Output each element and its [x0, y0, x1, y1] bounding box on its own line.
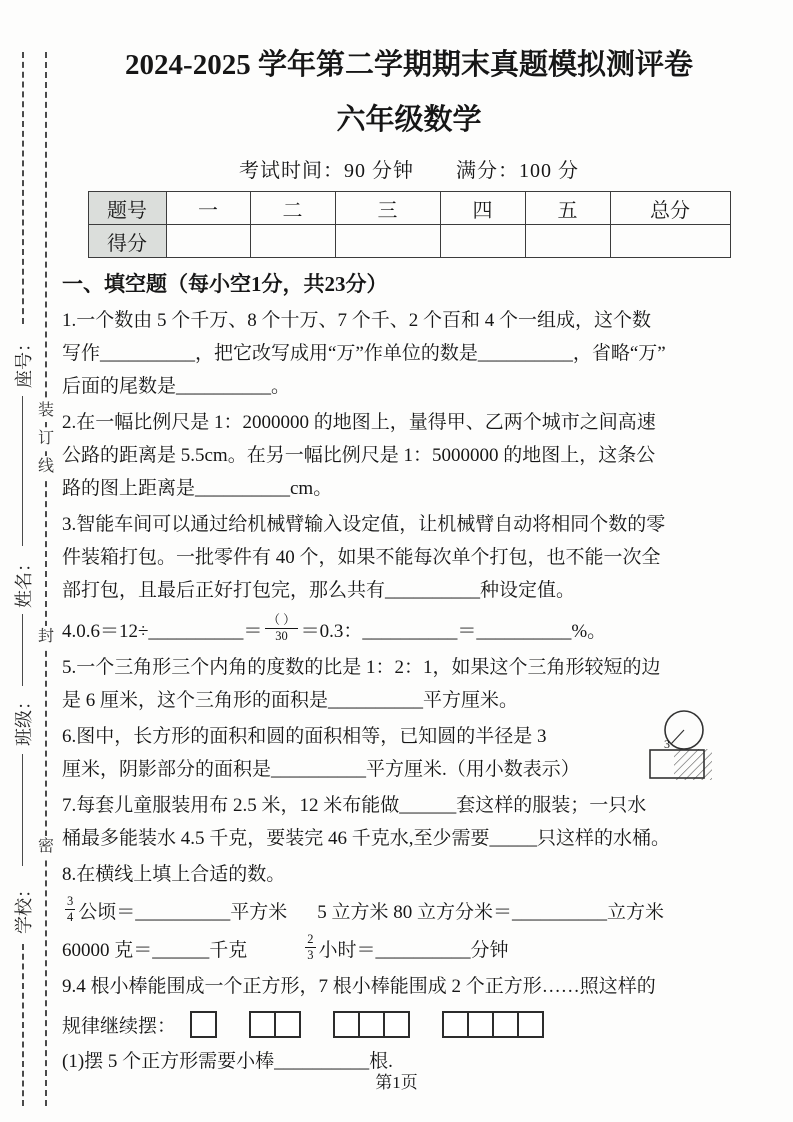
fraction-blank-over-30: [265, 613, 297, 643]
question-6-figure: [646, 708, 734, 793]
stick-square: [442, 1011, 469, 1038]
question-9: [62, 970, 756, 1078]
score-table-col: 一: [166, 192, 250, 225]
score-cell-blank: [166, 225, 250, 258]
seat-number-label: 座号：: [14, 334, 34, 388]
fraction-numerator: 2: [307, 932, 314, 947]
binding-char-ding: 订: [35, 428, 57, 450]
exam-title: 2024-2025 学年第二学期期末真题模拟测评卷: [125, 49, 693, 81]
question-4-text: 4.0.6＝12÷__________＝: [62, 620, 263, 642]
stick-square: [333, 1011, 360, 1038]
score-table-col: 总分: [610, 192, 730, 225]
question-9-sub-1: (1)摆 5 个正方形需要小棒__________根.: [62, 1051, 393, 1072]
stick-square: [274, 1011, 301, 1038]
stick-square: [383, 1011, 410, 1038]
student-name-write-line: [22, 614, 23, 686]
question-7-line: 7.每套儿童服装用布 2.5 米，12 米布能做______套这样的服装；一只水: [62, 795, 647, 816]
seat-number-write-line: [22, 396, 23, 546]
question-1-line: 后面的尾数是__________。: [62, 376, 291, 397]
question-4: [62, 610, 756, 648]
question-6-line: 厘米，阴影部分的面积是__________平方厘米.（用小数表示）: [62, 759, 580, 780]
question-9-pattern-row: [62, 1003, 756, 1045]
question-8-row-1: [62, 891, 756, 929]
question-9-line2-prefix: 规律继续摆：: [62, 1015, 177, 1037]
binding-char-zhuang: 装: [35, 400, 57, 422]
score-cell-blank: [335, 225, 440, 258]
question-8-intro: 8.在横线上填上合适的数。: [62, 864, 286, 885]
question-3-line: 部打包，且最后正好打包完，那么共有__________种设定值。: [62, 580, 576, 601]
question-6: [62, 720, 756, 786]
stick-square: [467, 1011, 494, 1038]
fraction-numerator: （ ）: [267, 613, 296, 628]
score-table-col: 五: [525, 192, 610, 225]
score-table: [88, 191, 731, 258]
question-1-line: 1.一个数由 5 个千万、8 个十万、7 个千、2 个百和 4 个一组成，这个数: [62, 310, 652, 331]
stick-square: [517, 1011, 544, 1038]
question-1: [62, 304, 756, 403]
question-9-line: 9.4 根小棒能围成一个正方形，7 根小棒能围成 2 个正方形……照这样的: [62, 976, 656, 997]
question-4-text: ＝0.3：__________＝__________%。: [300, 620, 607, 642]
radius-label: 3: [664, 737, 670, 751]
stick-square: [190, 1011, 217, 1038]
question-3-line: 件装箱打包。一批零件有 40 个，如果不能每次单个打包，也不能一次全: [62, 547, 661, 568]
score-table-label: 得分: [88, 225, 166, 258]
stick-square: [249, 1011, 276, 1038]
section-1-heading: 一、填空题（每小空1分，共23分）: [62, 272, 388, 296]
binding-char-mi: 密: [35, 836, 57, 858]
question-7-line: 桶最多能装水 4.5 千克，要装完 46 千克水,至少需要_____只这样的水桶。: [62, 828, 671, 849]
square-group: [190, 1011, 217, 1038]
score-table-score-row: [88, 225, 730, 258]
fraction-two-thirds: [305, 932, 315, 962]
question-2: [62, 406, 756, 505]
student-name-label: 姓名：: [14, 554, 34, 608]
exam-info: 考试时间：90 分钟 满分：100 分: [239, 160, 579, 182]
square-group: [333, 1011, 410, 1038]
shaded-region: [674, 749, 712, 780]
score-cell-blank: [440, 225, 525, 258]
class-write-line: [22, 754, 23, 866]
question-8-text: 公顷＝__________平方米: [78, 901, 288, 923]
question-7: [62, 789, 756, 855]
square-pattern-groups: [190, 1011, 544, 1038]
school-label: 学校：: [14, 880, 34, 934]
fraction-denominator: 4: [67, 909, 74, 924]
fraction-denominator: 3: [307, 947, 314, 962]
page-number: 第1页: [375, 1073, 418, 1092]
question-5-line: 5.一个三角形三个内角的度数的比是 1：2：1，如果这个三角形较短的边: [62, 657, 661, 678]
question-5-line: 是 6 厘米，这个三角形的面积是__________平方厘米。: [62, 690, 519, 711]
binding-dash-segment: [22, 52, 24, 324]
score-cell-blank: [610, 225, 730, 258]
fraction-three-quarters: [65, 894, 75, 924]
sealing-dash-line: [45, 52, 47, 1106]
question-1-line: 写作__________，把它改写成用“万”作单位的数是__________，省略“万”: [62, 343, 666, 364]
stick-square: [492, 1011, 519, 1038]
fraction-numerator: 3: [67, 894, 74, 909]
square-group: [249, 1011, 301, 1038]
score-table-col: 三: [335, 192, 440, 225]
question-8-text: 小时＝__________分钟: [318, 939, 509, 961]
score-cell-blank: [250, 225, 335, 258]
fraction-denominator: 30: [275, 628, 288, 643]
question-8-row-2: [62, 929, 756, 967]
question-6-line: 6.图中，长方形的面积和圆的面积相等，已知圆的半径是 3: [62, 726, 547, 747]
question-2-line: 路的图上距离是__________cm。: [62, 478, 333, 499]
exam-paper: [62, 42, 756, 1081]
binding-char-feng: 封: [35, 626, 57, 648]
score-table-header-row: [88, 192, 730, 225]
stick-square: [358, 1011, 385, 1038]
question-8: [62, 858, 756, 967]
question-3-line: 3.智能车间可以通过给机械臂输入设定值，让机械臂自动将相同个数的零: [62, 514, 666, 535]
question-3: [62, 508, 756, 607]
exam-subtitle: 六年级数学: [336, 104, 482, 136]
score-table-label: 题号: [88, 192, 166, 225]
class-label: 班级：: [14, 692, 34, 746]
square-group: [442, 1011, 544, 1038]
binding-char-xian: 线: [35, 456, 57, 478]
question-8-text: 5 立方米 80 立方分米＝__________立方米: [317, 901, 665, 923]
question-8-text: 60000 克＝______千克: [62, 939, 248, 961]
score-table-col: 四: [440, 192, 525, 225]
score-table-col: 二: [250, 192, 335, 225]
score-cell-blank: [525, 225, 610, 258]
question-2-line: 2.在一幅比例尺是 1：2000000 的地图上，量得甲、乙两个城市之间高速: [62, 412, 656, 433]
question-2-line: 公路的距离是 5.5cm。在另一幅比例尺是 1：5000000 的地图上，这条公: [62, 445, 656, 466]
